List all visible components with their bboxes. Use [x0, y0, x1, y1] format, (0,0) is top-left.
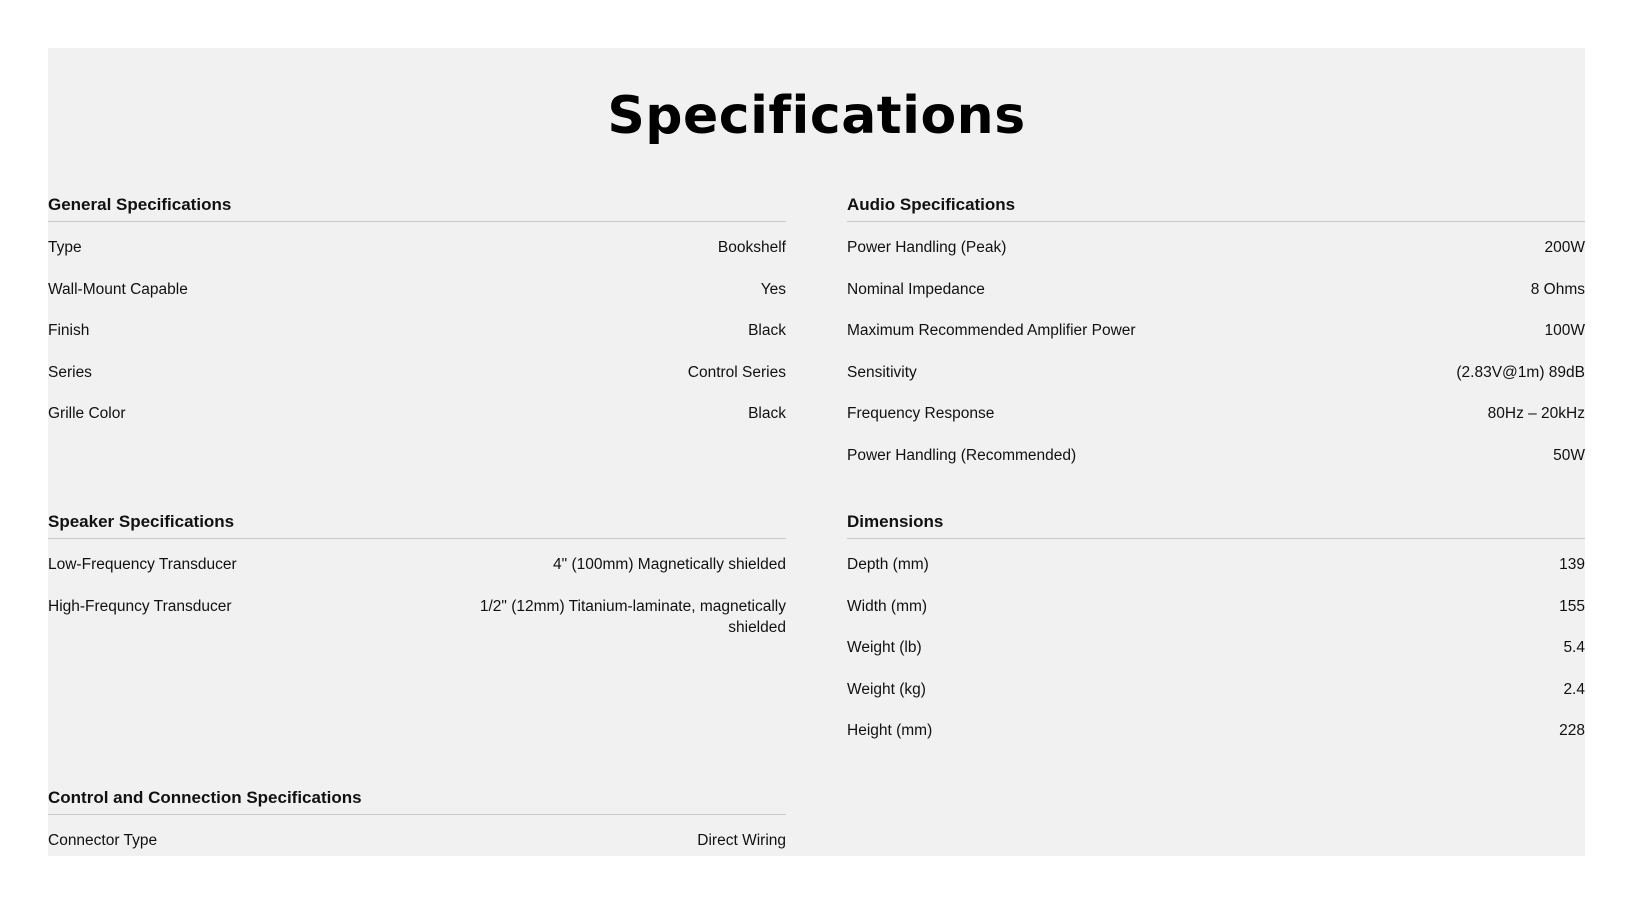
spec-value: Black	[748, 405, 786, 422]
section-control-connection-specifications	[48, 787, 786, 872]
page-title: Specifications	[607, 86, 1026, 146]
section-title: General Specifications	[48, 194, 786, 222]
spec-row	[48, 237, 786, 258]
spec-row	[847, 637, 1585, 658]
spec-value: 200W	[1544, 239, 1585, 256]
spec-label: High-Frequncy Transducer	[48, 597, 232, 615]
spec-value: Black	[748, 322, 786, 339]
spec-row	[847, 237, 1585, 258]
spec-row	[847, 720, 1585, 741]
spec-value: 100W	[1544, 322, 1585, 339]
spec-value: 50W	[1553, 446, 1585, 464]
section-title: Dimensions	[847, 511, 1585, 539]
spec-row	[847, 362, 1585, 383]
spec-label: Height (mm)	[847, 722, 933, 739]
spec-row	[847, 320, 1585, 341]
spec-row	[847, 403, 1585, 424]
spec-label: Nominal Impedance	[847, 280, 985, 298]
spec-row	[48, 554, 786, 575]
spec-row	[48, 596, 786, 638]
spec-label: Type	[48, 239, 82, 256]
spec-row	[48, 279, 786, 300]
spec-value: 2.4	[1563, 680, 1585, 698]
spec-value: Yes	[760, 280, 786, 298]
spec-value: 155	[1559, 597, 1585, 615]
spec-value: 139	[1559, 556, 1585, 573]
spec-label: Frequency Response	[847, 405, 995, 422]
spec-label: Power Handling (Recommended)	[847, 446, 1077, 464]
spec-label: Weight (kg)	[847, 680, 926, 698]
spec-label: Width (mm)	[847, 597, 928, 615]
section-speaker-specifications	[48, 511, 786, 658]
section-general-specifications	[48, 194, 786, 445]
spec-row	[847, 279, 1585, 300]
spec-label: Power Handling (Peak)	[847, 239, 1007, 256]
spec-value: 8 Ohms	[1530, 280, 1585, 298]
spec-label: Finish	[48, 322, 90, 339]
section-title: Audio Specifications	[847, 194, 1585, 222]
section-title: Speaker Specifications	[48, 511, 786, 539]
spec-row	[48, 320, 786, 341]
spec-value: Control Series	[687, 363, 786, 381]
specifications-panel	[48, 48, 1585, 856]
spec-label: Sensitivity	[847, 363, 917, 381]
spec-value: 4" (100mm) Magnetically shielded	[553, 556, 786, 573]
spec-label: Grille Color	[48, 405, 126, 422]
spec-value: (2.83V@1m) 89dB	[1456, 363, 1585, 381]
spec-row	[847, 554, 1585, 575]
section-title: Control and Connection Specifications	[48, 787, 786, 815]
spec-label: Depth (mm)	[847, 556, 929, 573]
spec-value: Direct Wiring	[697, 832, 786, 849]
section-dimensions	[847, 511, 1585, 762]
spec-label: Connector Type	[48, 832, 158, 849]
spec-label: Series	[48, 363, 92, 381]
spec-value: 80Hz – 20kHz	[1487, 405, 1585, 422]
spec-row	[48, 830, 786, 851]
spec-value: Bookshelf	[717, 239, 786, 256]
spec-row	[48, 362, 786, 383]
spec-row	[48, 403, 786, 424]
spec-value: 1/2" (12mm) Titanium-laminate, magnetically shielded	[479, 597, 786, 636]
spec-label: Maximum Recommended Amplifier Power	[847, 322, 1136, 339]
spec-value: 228	[1559, 722, 1585, 739]
spec-label: Low-Frequency Transducer	[48, 556, 237, 573]
spec-label: Wall-Mount Capable	[48, 280, 188, 298]
section-audio-specifications	[847, 194, 1585, 486]
spec-row	[847, 679, 1585, 700]
spec-row	[847, 445, 1585, 466]
spec-label: Weight (lb)	[847, 639, 922, 656]
spec-value: 5.4	[1563, 639, 1585, 656]
spec-row	[847, 596, 1585, 617]
